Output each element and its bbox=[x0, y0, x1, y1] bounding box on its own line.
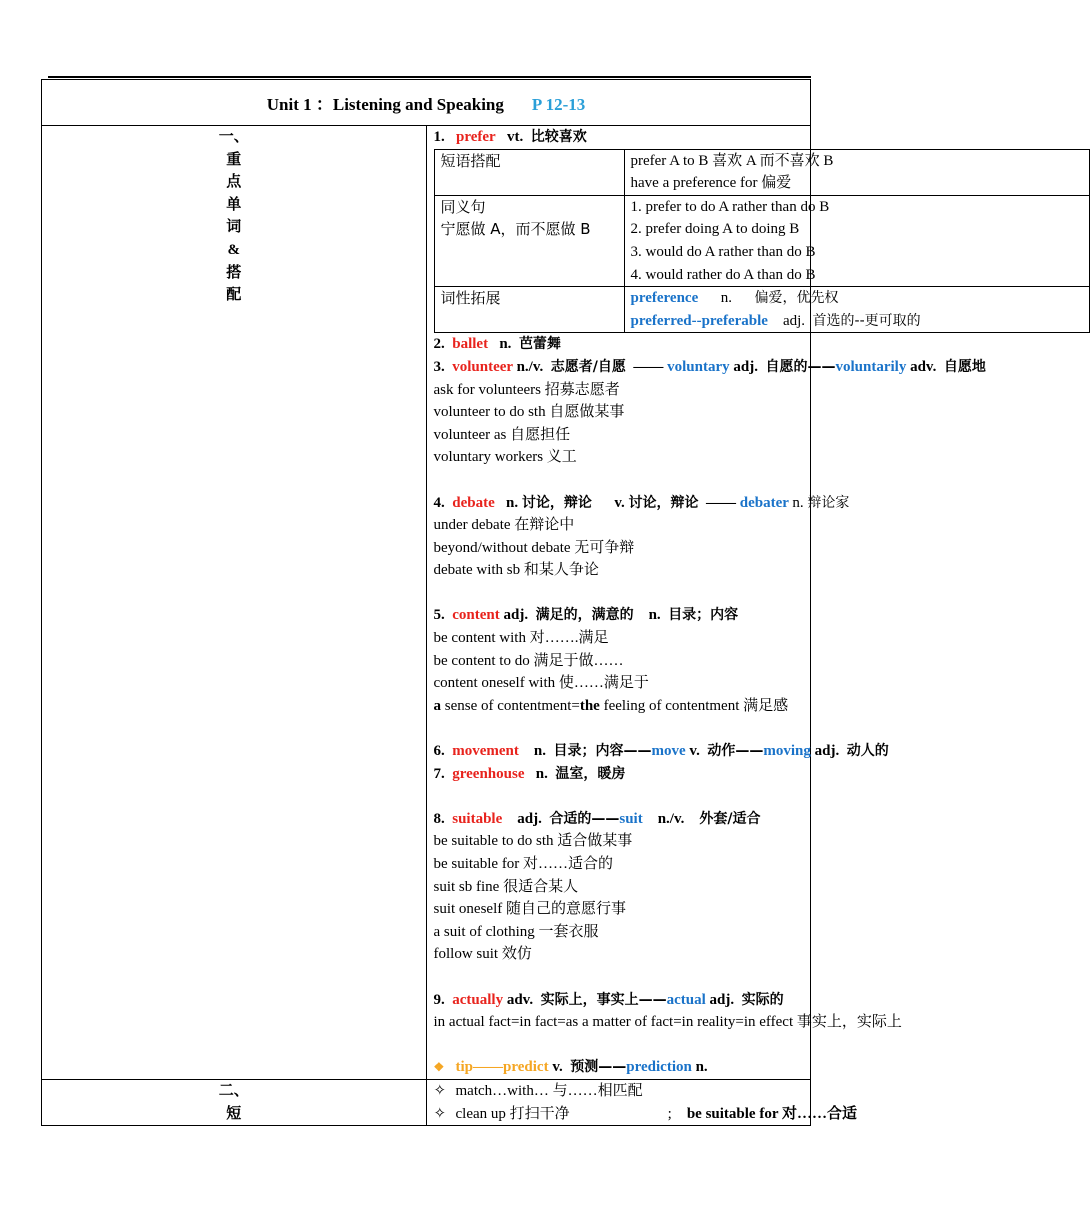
synonyms-cell: 1. prefer to do A rather than do B 2. prefer doing A to doing B 3. would do A rather than do B 4. would rather do A than do B bbox=[624, 195, 1089, 286]
word-entry-greenhouse: 7. greenhouse n. 温室，暖房 bbox=[433, 765, 626, 782]
header-rule bbox=[48, 76, 811, 78]
page-range: P 12-13 bbox=[531, 95, 586, 114]
unit-title: Unit 1 ：Listening and Speaking bbox=[266, 95, 504, 114]
phrase-line: volunteer as 自愿担任 bbox=[433, 426, 571, 443]
section-label-vocab: 一、 重 点 单 词 & 搭 配 bbox=[42, 126, 427, 1080]
phrase-line: a sense of contentment=the feeling of contentment 满足感 bbox=[433, 697, 789, 714]
phrase-line: debate with sb 和某人争论 bbox=[433, 562, 599, 579]
phrase-line: voluntary workers 义工 bbox=[433, 449, 577, 466]
word-entry-ballet: 2. ballet n. 芭蕾舞 bbox=[433, 336, 561, 353]
word-entry-movement: 6. movement n. 目录；内容——move v. 动作——moving adj. 动人的 bbox=[433, 743, 889, 760]
phrase-line: under debate 在辩论中 bbox=[433, 517, 575, 534]
phrase-line: suit sb fine 很适合某人 bbox=[433, 878, 579, 895]
word-entry-content: 5. content adj. 满足的，满意的 n. 目录；内容 bbox=[433, 607, 739, 624]
sparkle-bullet-icon: ✧ bbox=[433, 1105, 447, 1122]
phrase-item: ✧ clean up 打扫干净 ; be suitable for 对……合适 bbox=[434, 1103, 811, 1126]
row-head-synonyms: 同义句 宁愿做 A，而不愿做 B bbox=[434, 195, 624, 286]
phrase-item: ✧ match…with… 与……相匹配 bbox=[434, 1080, 811, 1103]
phrases-content bbox=[426, 1079, 857, 1125]
phrase-line: volunteer to do sth 自愿做某事 bbox=[433, 404, 625, 421]
phrase-line: follow suit 效仿 bbox=[433, 946, 532, 963]
word-entry-suitable: 8. suitable adj. 合适的——suit n./v. 外套/适合 bbox=[433, 810, 761, 827]
tip-line: ❖ tip——predict v. 预测——prediction n. bbox=[434, 1056, 811, 1079]
sparkle-bullet-icon: ✧ bbox=[433, 1082, 447, 1099]
row-head-collocations: 短语搭配 bbox=[434, 149, 624, 195]
word-entry-actually: 9. actually adv. 实际上，事实上——actual adj. 实际的 bbox=[433, 991, 784, 1008]
section-label-phrases: 二、 短 bbox=[42, 1079, 427, 1125]
page-title bbox=[42, 80, 811, 126]
diamond-bullet-icon: ❖ bbox=[433, 1060, 445, 1075]
phrase-line: a suit of clothing 一套衣服 bbox=[433, 923, 599, 940]
phrase-line: beyond/without debate 无可争辩 bbox=[433, 539, 635, 556]
row-head-word-forms: 词性拓展 bbox=[434, 287, 624, 333]
collocations-cell: prefer A to B 喜欢 A 而不喜欢 B have a preference for 偏爱 bbox=[624, 149, 1089, 195]
word-entry-prefer: 1. prefer vt. 比较喜欢 bbox=[433, 129, 587, 145]
phrase-line: content oneself with 使……满足于 bbox=[433, 675, 649, 692]
phrase-line: be content with 对…….满足 bbox=[433, 630, 609, 647]
prefer-detail-table bbox=[434, 149, 1090, 334]
phrase-line: be content to do 满足于做…… bbox=[433, 652, 624, 669]
word-entry-volunteer: 3. volunteer n./v. 志愿者/自愿 —— voluntary adj. 自愿的——voluntarily adv. 自愿地 bbox=[433, 358, 986, 375]
phrase-line: be suitable to do sth 适合做某事 bbox=[433, 833, 633, 850]
vocab-content bbox=[426, 126, 986, 1080]
word-forms-cell: preference n. 偏爱，优先权 preferred--preferable adj. 首选的--更可取的 bbox=[624, 287, 1089, 333]
phrase-line: be suitable for 对……适合的 bbox=[433, 856, 614, 872]
phrase-line: in actual fact=in fact=as a matter of fact=in reality=in effect 事实上，实际上 bbox=[433, 1014, 902, 1031]
phrase-line: suit oneself 随自己的意愿行事 bbox=[433, 901, 626, 918]
word-entry-debate: 4. debate n. 讨论，辩论 v. 讨论，辩论 —— debater n. 辩论家 bbox=[433, 494, 850, 511]
phrase-line: ask for volunteers 招募志愿者 bbox=[433, 381, 620, 398]
notes-table bbox=[41, 79, 986, 1126]
